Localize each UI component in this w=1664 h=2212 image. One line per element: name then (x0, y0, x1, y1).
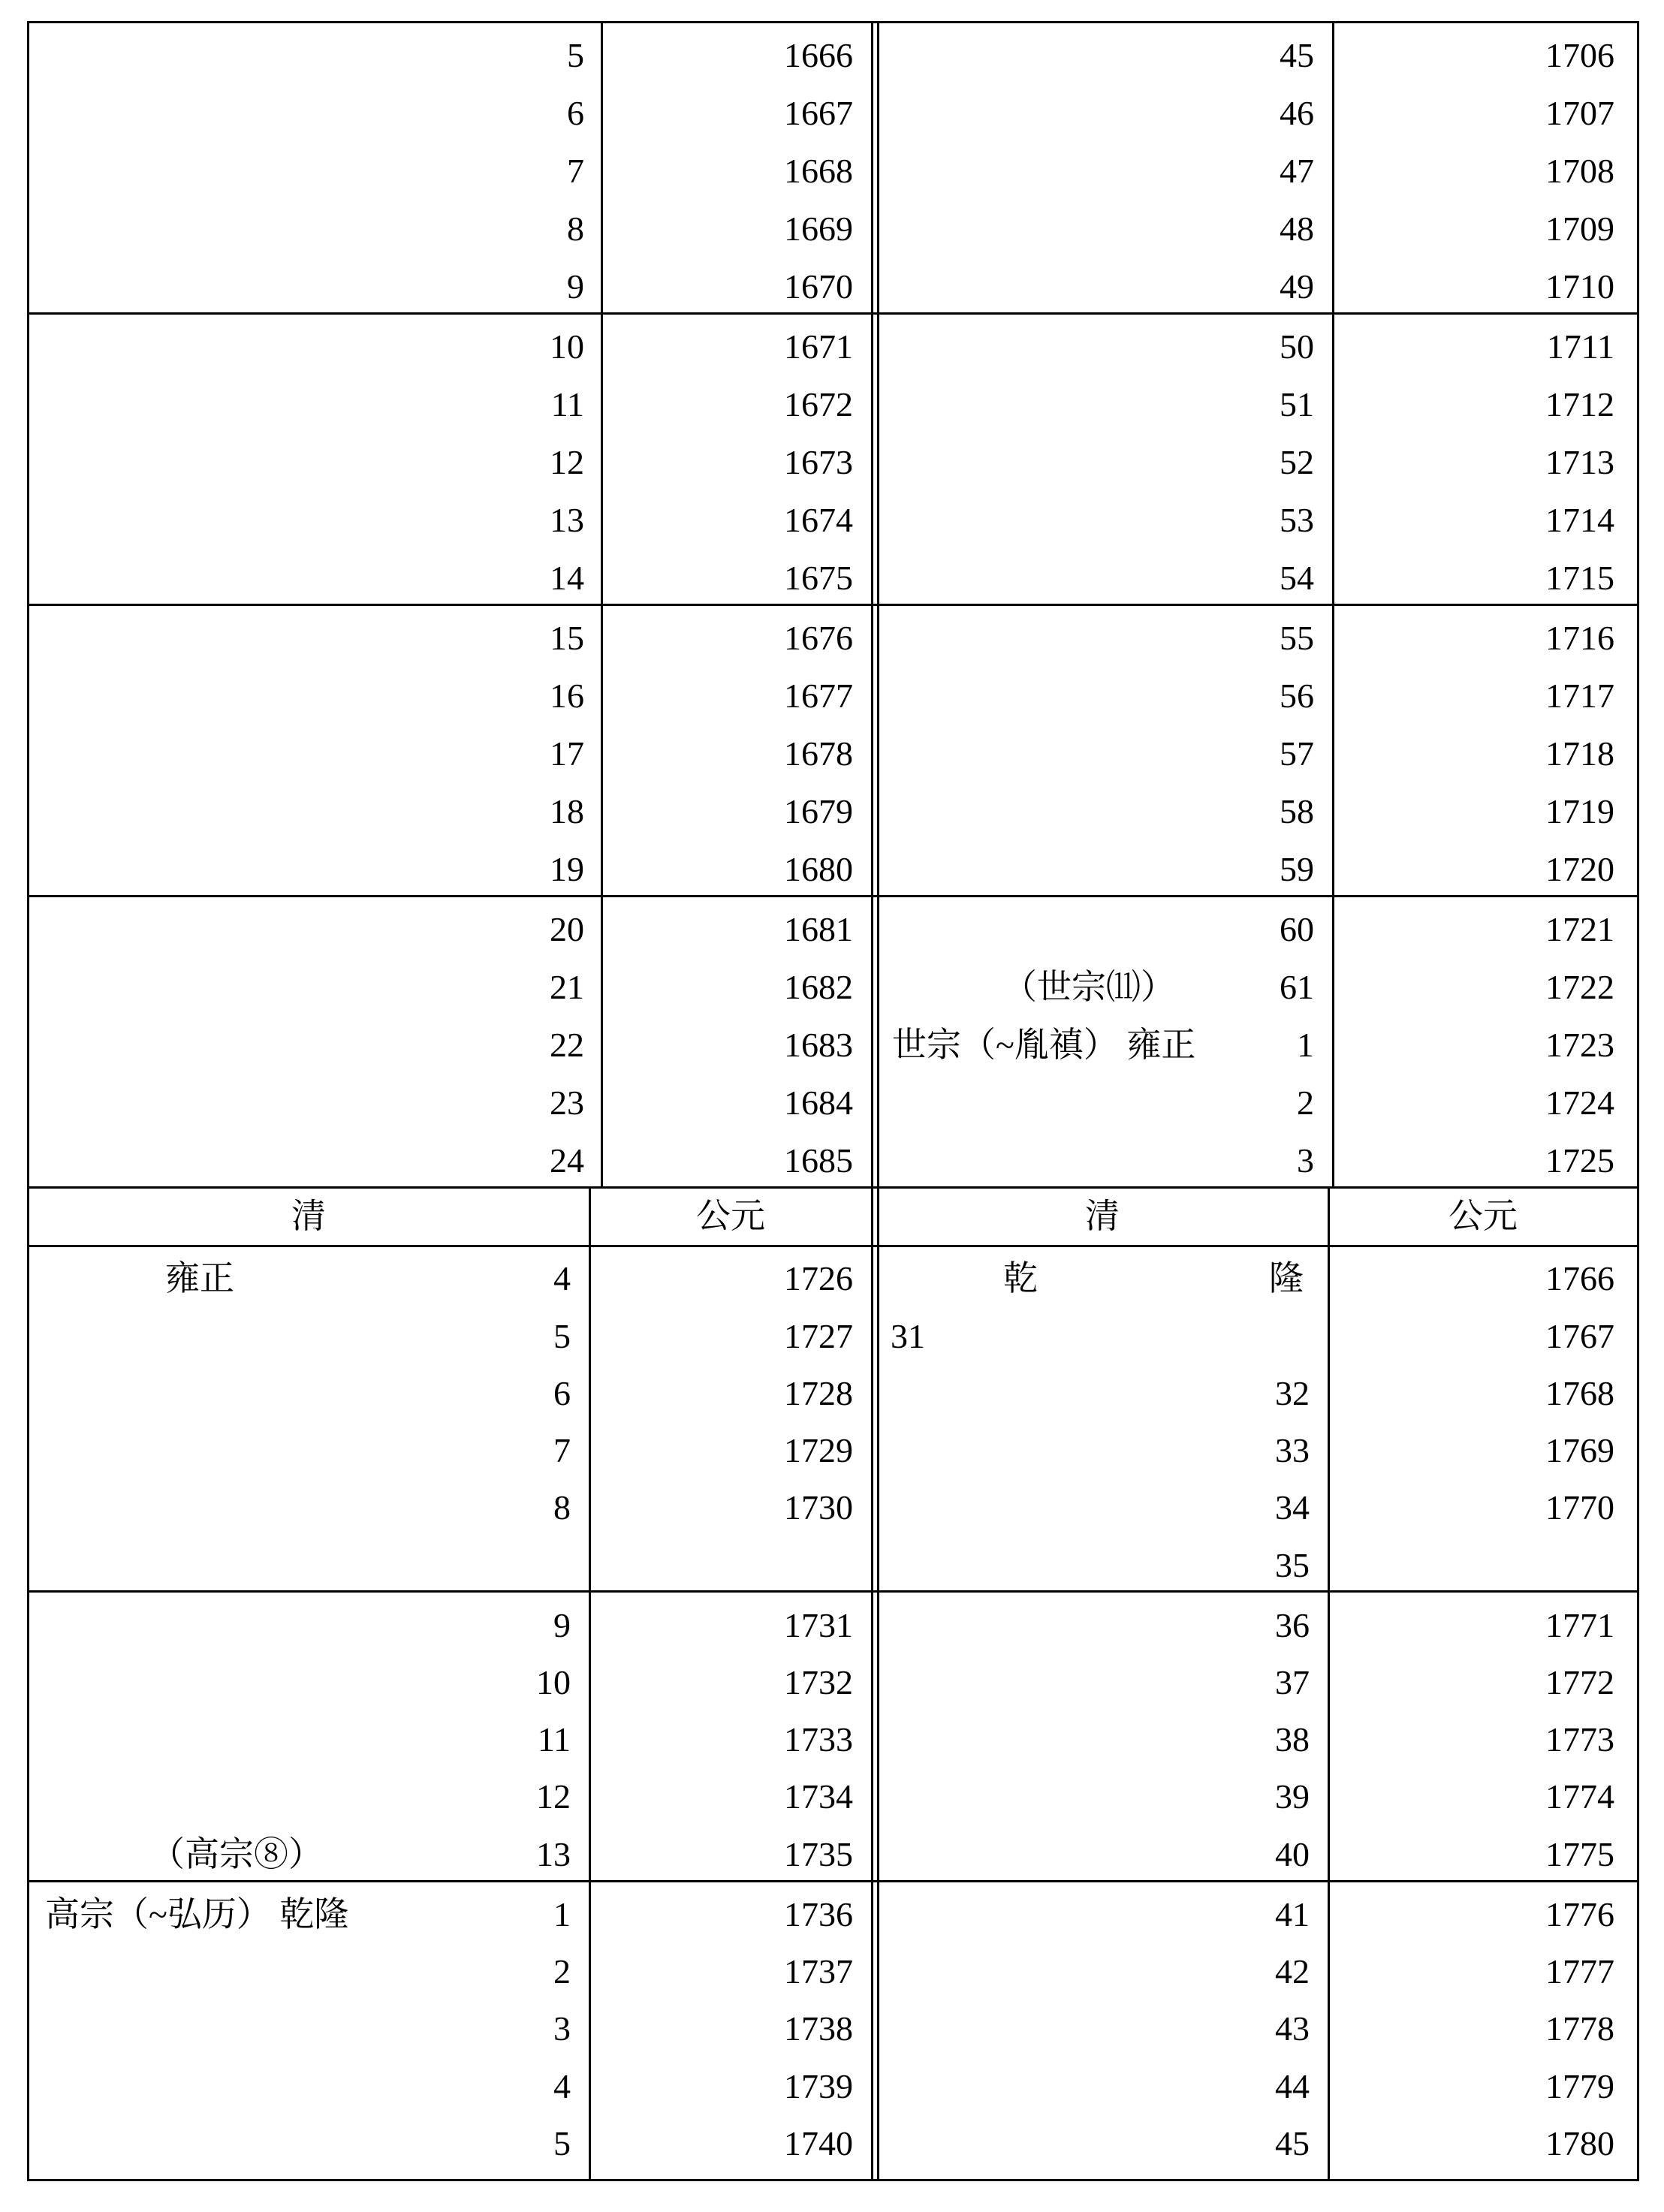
table-left-border (27, 21, 29, 2181)
header-dynasty-left: 清 (291, 1197, 326, 1235)
reign-year: 20 (550, 910, 584, 948)
reign-year: 42 (1275, 1952, 1310, 1990)
reign-year: 61 (1280, 968, 1314, 1006)
reign-year (1126, 1308, 1310, 1365)
emperor-era-label: 世宗（~胤禛） 雍正 (892, 1026, 1196, 1064)
ad-year: 1729 (784, 1431, 853, 1469)
era-name-char: 隆 (1269, 1259, 1304, 1297)
reign-year: 36 (1275, 1606, 1310, 1644)
reign-year: 40 (1275, 1835, 1310, 1873)
ad-year: 1727 (784, 1317, 853, 1355)
reign-year: 60 (1280, 910, 1314, 948)
ad-year: 1680 (784, 850, 853, 888)
ad-year: 1776 (1545, 1895, 1614, 1933)
reign-year: 10 (536, 1663, 571, 1701)
reign-year: 1 (553, 1895, 571, 1933)
ad-year: 1771 (1545, 1606, 1614, 1644)
ad-year (616, 1537, 853, 1594)
ad-year: 1672 (784, 385, 853, 423)
ad-year: 1736 (784, 1895, 853, 1933)
reign-year: 1 (1297, 1026, 1314, 1064)
reign-year: 18 (550, 792, 584, 830)
ad-year: 1718 (1545, 734, 1614, 773)
reign-year: 4 (553, 1259, 571, 1297)
ad-year: 1681 (784, 910, 853, 948)
reign-year: 13 (536, 1835, 571, 1873)
ad-year: 1728 (784, 1374, 853, 1412)
reign-year: 15 (550, 619, 584, 657)
reign-year: 31 (891, 1317, 925, 1355)
ad-year: 1724 (1545, 1083, 1614, 1122)
reign-year: 2 (1297, 1083, 1314, 1122)
ad-year: 1722 (1545, 968, 1614, 1006)
ad-year: 1734 (784, 1777, 853, 1816)
header-ad-left: 公元 (696, 1197, 765, 1235)
ad-year: 1669 (784, 209, 853, 248)
ad-year: 1770 (1545, 1488, 1614, 1526)
reign-year: 45 (1280, 36, 1314, 74)
reign-year: 53 (1280, 501, 1314, 539)
ad-year: 1777 (1545, 1952, 1614, 1990)
ad-year: 1706 (1545, 36, 1614, 74)
ad-year: 1711 (1546, 327, 1614, 366)
bottom-right-col-divider (1328, 1245, 1330, 2181)
reign-year: 59 (1280, 850, 1314, 888)
ad-year: 1772 (1545, 1663, 1614, 1701)
ad-year: 1676 (784, 619, 853, 657)
reign-year: 49 (1280, 267, 1314, 306)
ad-year: 1683 (784, 1026, 853, 1064)
ad-year: 1685 (784, 1141, 853, 1180)
reign-year: 39 (1275, 1777, 1310, 1816)
ad-year: 1675 (784, 559, 853, 597)
ad-year: 1767 (1545, 1317, 1614, 1355)
reign-year (421, 1537, 571, 1594)
reign-year: 5 (553, 1317, 571, 1355)
reign-year: 23 (550, 1083, 584, 1122)
ad-year: 1717 (1545, 677, 1614, 715)
reign-year: 2 (553, 1952, 571, 1990)
reign-year: 34 (1275, 1488, 1310, 1526)
ad-year: 1667 (784, 94, 853, 132)
ad-year: 1677 (784, 677, 853, 715)
ad-year: 1709 (1545, 209, 1614, 248)
ad-year: 1716 (1545, 619, 1614, 657)
ad-year: 1779 (1545, 2067, 1614, 2105)
reign-year: 4 (553, 2067, 571, 2105)
ad-year: 1766 (1545, 1259, 1614, 1297)
reign-year: 14 (550, 559, 584, 597)
reign-year: 10 (550, 327, 584, 366)
reign-year: 7 (553, 1431, 571, 1469)
reign-year: 8 (553, 1488, 571, 1526)
center-rule-right (877, 21, 879, 2181)
reign-year: 16 (550, 677, 584, 715)
ad-year: 1739 (784, 2067, 853, 2105)
reign-year: 11 (550, 385, 584, 423)
temple-name-label: （世宗⑾） (1002, 968, 1175, 1006)
ad-year: 1714 (1545, 501, 1614, 539)
reign-year: 46 (1280, 94, 1314, 132)
reign-year: 33 (1275, 1431, 1310, 1469)
reign-year: 38 (1275, 1720, 1310, 1758)
reign-year: 50 (1280, 327, 1314, 366)
reign-year: 7 (567, 152, 584, 190)
header-dynasty-right: 清 (1085, 1197, 1120, 1235)
reign-year: 58 (1280, 792, 1314, 830)
ad-year: 1735 (784, 1835, 853, 1873)
era-name-label: 雍正 (165, 1259, 234, 1297)
ad-year: 1670 (784, 267, 853, 306)
reign-year: 48 (1280, 209, 1314, 248)
ad-year: 1737 (784, 1952, 853, 1990)
ad-year: 1719 (1545, 792, 1614, 830)
reign-year: 11 (537, 1720, 571, 1758)
reign-year: 9 (567, 267, 584, 306)
reign-year: 13 (550, 501, 584, 539)
reign-year: 6 (567, 94, 584, 132)
reign-year: 35 (1275, 1546, 1310, 1584)
ad-year: 1674 (784, 501, 853, 539)
reign-year: 5 (553, 2124, 571, 2162)
ad-year: 1707 (1545, 94, 1614, 132)
ad-year: 1769 (1545, 1431, 1614, 1469)
reign-year: 43 (1275, 2009, 1310, 2048)
ad-year: 1721 (1545, 910, 1614, 948)
ad-year: 1733 (784, 1720, 853, 1758)
reign-year: 44 (1275, 2067, 1310, 2105)
ad-year: 1731 (784, 1606, 853, 1644)
era-name-char: 乾 (1003, 1259, 1038, 1297)
ad-year: 1740 (784, 2124, 853, 2162)
reign-year: 37 (1275, 1663, 1310, 1701)
reign-year: 19 (550, 850, 584, 888)
ad-year: 1774 (1545, 1777, 1614, 1816)
reign-year: 21 (550, 968, 584, 1006)
top-left-col-divider (601, 21, 603, 1186)
emperor-era-label: 高宗（~弘历） 乾隆 (45, 1895, 349, 1933)
ad-year: 1775 (1545, 1835, 1614, 1873)
ad-year: 1725 (1545, 1141, 1614, 1180)
ad-year: 1684 (784, 1083, 853, 1122)
top-right-col-divider (1332, 21, 1334, 1186)
ad-year: 1723 (1545, 1026, 1614, 1064)
ad-year: 1720 (1545, 850, 1614, 888)
reign-year: 51 (1280, 385, 1314, 423)
ad-year: 1713 (1545, 443, 1614, 481)
temple-name-label: （高宗⑧） (150, 1835, 323, 1873)
reign-year: 32 (1275, 1374, 1310, 1412)
ad-year (1344, 1537, 1614, 1594)
ad-year: 1666 (784, 36, 853, 74)
ad-year: 1679 (784, 792, 853, 830)
ad-year: 1738 (784, 2009, 853, 2048)
ad-year: 1726 (784, 1259, 853, 1297)
reign-year: 55 (1280, 619, 1314, 657)
table-top-border (27, 21, 1639, 23)
ad-year: 1773 (1545, 1720, 1614, 1758)
ad-year: 1708 (1545, 152, 1614, 190)
reign-year: 57 (1280, 734, 1314, 773)
ad-year: 1780 (1545, 2124, 1614, 2162)
ad-year: 1715 (1545, 559, 1614, 597)
center-rule-left (871, 21, 873, 2181)
header-ad-right: 公元 (1448, 1197, 1518, 1235)
reign-year: 24 (550, 1141, 584, 1180)
reign-year: 41 (1275, 1895, 1310, 1933)
bottom-left-col-divider (589, 1245, 591, 2181)
ad-year: 1778 (1545, 2009, 1614, 2048)
ad-year: 1671 (784, 327, 853, 366)
ad-year: 1682 (784, 968, 853, 1006)
ad-year: 1710 (1545, 267, 1614, 306)
reign-year: 8 (567, 209, 584, 248)
ad-year: 1668 (784, 152, 853, 190)
reign-year: 17 (550, 734, 584, 773)
reign-year: 12 (550, 443, 584, 481)
reign-year: 54 (1280, 559, 1314, 597)
ad-year: 1678 (784, 734, 853, 773)
table-bottom-border (27, 2179, 1639, 2181)
reign-year: 45 (1275, 2124, 1310, 2162)
ad-year: 1730 (784, 1488, 853, 1526)
reign-year: 47 (1280, 152, 1314, 190)
reign-year: 3 (1297, 1141, 1314, 1180)
ad-year: 1673 (784, 443, 853, 481)
reign-year: 9 (553, 1606, 571, 1644)
ad-year: 1712 (1545, 385, 1614, 423)
reign-year: 22 (550, 1026, 584, 1064)
table-right-border (1637, 21, 1639, 2181)
header-bottom-rule (27, 1245, 1639, 1247)
reign-year: 12 (536, 1777, 571, 1816)
reign-year: 3 (553, 2009, 571, 2048)
reign-year: 52 (1280, 443, 1314, 481)
reign-year: 56 (1280, 677, 1314, 715)
reign-year: 5 (567, 36, 584, 74)
ad-year: 1732 (784, 1663, 853, 1701)
ad-year: 1768 (1545, 1374, 1614, 1412)
reign-year: 6 (553, 1374, 571, 1412)
